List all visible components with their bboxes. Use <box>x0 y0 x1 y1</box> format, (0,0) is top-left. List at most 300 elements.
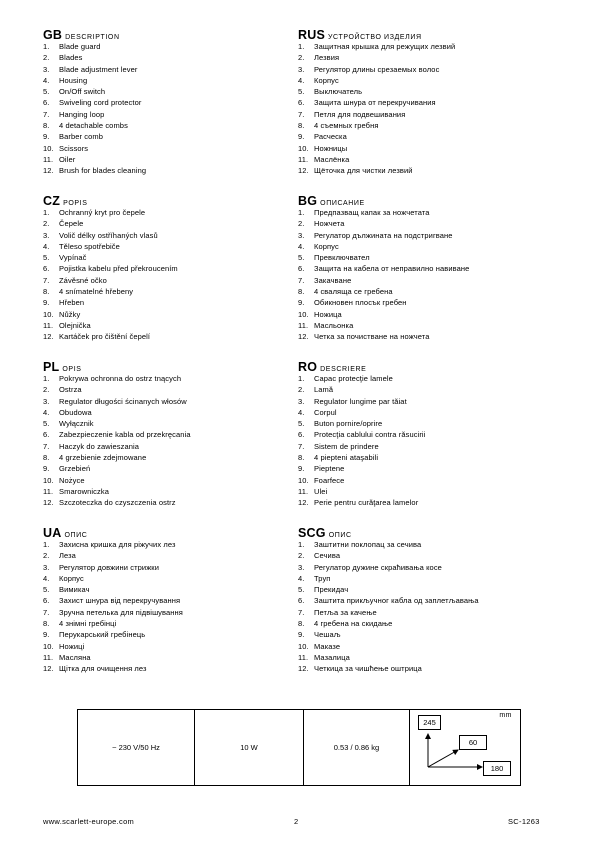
item-label: 4 snímatelné hřebeny <box>59 287 134 297</box>
item-number: 11. <box>298 320 309 330</box>
item-label: Заштита прикључног кабла од заплетљавања <box>314 596 479 606</box>
item-label: Сечива <box>314 551 341 561</box>
parts-list <box>298 207 548 343</box>
item-number: 2. <box>43 551 50 561</box>
list-item <box>43 86 293 97</box>
list-item <box>298 131 548 142</box>
list-item <box>43 562 293 573</box>
item-number: 9. <box>298 132 305 142</box>
item-number: 11. <box>298 486 309 496</box>
item-label: Olejnička <box>59 320 91 330</box>
item-number: 8. <box>298 287 305 297</box>
item-number: 11. <box>43 652 54 662</box>
item-label: Леза <box>59 551 76 561</box>
list-item <box>43 463 293 474</box>
item-label: 4 piepteni ataşabili <box>314 453 379 463</box>
section-heading <box>43 29 293 41</box>
section-cz <box>43 195 293 343</box>
item-number: 3. <box>43 64 50 74</box>
item-label: On/Off switch <box>59 87 106 97</box>
item-label: Závěsné očko <box>59 275 107 285</box>
item-number: 8. <box>298 121 305 131</box>
list-item <box>298 297 548 308</box>
language-code: PL <box>43 360 60 374</box>
item-label: Маказе <box>314 641 341 651</box>
item-number: 2. <box>43 53 50 63</box>
section-heading <box>298 29 548 41</box>
list-item <box>43 241 293 252</box>
item-number: 6. <box>43 430 50 440</box>
language-code: CZ <box>43 194 61 208</box>
item-label: Capac protecţie lamele <box>314 374 393 383</box>
item-label: Pieptene <box>314 464 345 474</box>
item-label: 4 знімні гребінці <box>59 619 117 629</box>
item-label: Corpul <box>314 407 337 417</box>
item-label: Ochranný kryt pro čepele <box>59 208 146 217</box>
item-label: Regulator lungime par tăiat <box>314 396 407 406</box>
list-item <box>43 252 293 263</box>
list-item <box>43 573 293 584</box>
item-label: Корпус <box>314 241 339 251</box>
item-label: Kartáček pro čištění čepelí <box>59 332 151 342</box>
list-item <box>43 607 293 618</box>
item-number: 5. <box>43 87 50 97</box>
item-label: Nůžky <box>59 309 81 319</box>
list-item <box>298 539 548 550</box>
dimensions-cell <box>410 710 520 785</box>
item-number: 8. <box>43 453 50 463</box>
item-label: Регулятор длины срезаемых волос <box>314 64 440 74</box>
item-label: Haczyk do zawieszania <box>59 441 140 451</box>
item-label: Зручна петелька для підвішування <box>59 607 183 617</box>
list-item <box>43 230 293 241</box>
item-number: 6. <box>43 98 50 108</box>
list-item <box>298 143 548 154</box>
item-label: Обикновен плосък гребен <box>314 298 407 308</box>
list-item <box>43 218 293 229</box>
list-item <box>43 486 293 497</box>
power-supply-cell <box>78 710 195 785</box>
list-item <box>43 429 293 440</box>
list-item <box>298 452 548 463</box>
list-item <box>298 97 548 108</box>
item-label: Корпус <box>59 573 84 583</box>
item-label: Vypínač <box>59 253 87 263</box>
item-label: Лезвия <box>314 53 340 63</box>
item-label: Мазалица <box>314 652 350 662</box>
list-item <box>298 595 548 606</box>
height-dimension: 245 <box>418 715 441 730</box>
item-number: 10. <box>298 143 309 153</box>
item-label: Перукарський гребінець <box>59 630 146 640</box>
item-number: 3. <box>43 230 50 240</box>
item-label: Brush for blades cleaning <box>59 166 147 176</box>
item-number: 1. <box>43 540 50 549</box>
list-item <box>298 320 548 331</box>
item-number: 12. <box>43 332 54 342</box>
language-code: RO <box>298 360 318 374</box>
list-item <box>298 418 548 429</box>
section-heading <box>298 195 548 207</box>
list-item <box>298 441 548 452</box>
item-number: 5. <box>298 87 305 97</box>
item-label: Zabezpieczenie kabla od przekręcania <box>59 430 191 440</box>
item-label: Sistem de prindere <box>314 441 379 451</box>
parts-list <box>43 41 293 177</box>
item-label: Щёточка для чистки лезвий <box>314 166 413 176</box>
item-number: 1. <box>298 374 305 383</box>
list-item <box>43 52 293 63</box>
list-item <box>43 584 293 595</box>
list-item <box>43 275 293 286</box>
item-label: Čepele <box>59 219 84 229</box>
item-number: 7. <box>298 607 305 617</box>
item-label: Lamă <box>314 385 334 395</box>
item-label: 4 detachable combs <box>59 121 128 131</box>
item-label: Scissors <box>59 143 89 153</box>
section-heading <box>298 361 548 373</box>
parts-list <box>298 539 548 675</box>
item-number: 9. <box>43 630 50 640</box>
list-item <box>43 109 293 120</box>
list-item <box>298 584 548 595</box>
power-supply-value: ~ 230 V/50 Hz <box>112 743 160 752</box>
item-label: Ножица <box>314 309 342 319</box>
item-label: Pojistka kabelu před překroucením <box>59 264 178 274</box>
item-number: 1. <box>298 208 305 217</box>
item-number: 5. <box>43 253 50 263</box>
item-label: Hanging loop <box>59 109 105 119</box>
list-item <box>43 373 293 384</box>
item-number: 12. <box>43 166 54 176</box>
item-number: 6. <box>298 264 305 274</box>
item-number: 9. <box>43 132 50 142</box>
list-item <box>43 475 293 486</box>
list-item <box>298 41 548 52</box>
language-code: GB <box>43 28 63 42</box>
section-heading <box>43 361 293 373</box>
power-value: 10 W <box>240 743 258 752</box>
item-label: Труп <box>314 573 331 583</box>
list-item <box>298 384 548 395</box>
item-label: Buton pornire/oprire <box>314 419 383 429</box>
list-item <box>43 418 293 429</box>
parts-list <box>43 373 293 509</box>
item-number: 1. <box>298 42 305 51</box>
item-label: Barber comb <box>59 132 104 142</box>
section-title: DESCRIPTION <box>65 34 120 41</box>
item-label: Масляна <box>59 652 91 662</box>
item-number: 10. <box>298 309 309 319</box>
item-label: 4 grzebienie zdejmowane <box>59 453 147 463</box>
item-number: 6. <box>43 596 50 606</box>
item-number: 2. <box>298 551 305 561</box>
item-number: 5. <box>43 419 50 429</box>
list-item <box>43 641 293 652</box>
list-item <box>298 497 548 508</box>
item-label: Прекидач <box>314 585 349 595</box>
list-item <box>298 629 548 640</box>
item-number: 11. <box>43 154 54 164</box>
item-number: 10. <box>43 143 54 153</box>
item-number: 3. <box>298 64 305 74</box>
list-item <box>298 52 548 63</box>
list-item <box>298 165 548 176</box>
list-item <box>43 663 293 674</box>
item-number: 3. <box>298 562 305 572</box>
list-item <box>298 309 548 320</box>
item-number: 7. <box>43 441 50 451</box>
item-number: 6. <box>298 430 305 440</box>
list-item <box>298 652 548 663</box>
item-label: Oiler <box>59 154 76 164</box>
item-number: 2. <box>43 385 50 395</box>
item-label: Превключвател <box>314 253 370 263</box>
item-number: 12. <box>298 332 309 342</box>
list-item <box>298 75 548 86</box>
item-number: 12. <box>43 664 54 674</box>
item-label: Захист шнура від перекручування <box>59 596 181 606</box>
list-item <box>298 241 548 252</box>
list-item <box>298 207 548 218</box>
list-item <box>43 550 293 561</box>
item-number: 11. <box>298 154 309 164</box>
parts-list <box>298 373 548 509</box>
item-label: Szczoteczka do czyszczenia ostrz <box>59 498 176 508</box>
item-number: 12. <box>298 664 309 674</box>
item-number: 12. <box>298 166 309 176</box>
item-number: 6. <box>298 98 305 108</box>
item-number: 9. <box>43 464 50 474</box>
item-number: 1. <box>43 374 50 383</box>
list-item <box>43 407 293 418</box>
list-item <box>298 263 548 274</box>
parts-list <box>298 41 548 177</box>
list-item <box>43 396 293 407</box>
item-number: 9. <box>298 464 305 474</box>
item-label: Volič délky ostříhaných vlasů <box>59 230 158 240</box>
item-number: 2. <box>298 53 305 63</box>
item-number: 2. <box>298 219 305 229</box>
item-label: Масльонка <box>314 320 354 330</box>
item-number: 7. <box>298 441 305 451</box>
list-item <box>43 618 293 629</box>
list-item <box>298 486 548 497</box>
language-code: UA <box>43 526 62 540</box>
list-item <box>43 595 293 606</box>
item-number: 5. <box>298 419 305 429</box>
item-label: Pokrywa ochronna do ostrz tnących <box>59 374 182 383</box>
item-label: 4 съемных гребня <box>314 121 379 131</box>
item-label: Blades <box>59 53 83 63</box>
list-item <box>298 641 548 652</box>
item-label: Ножницы <box>314 143 348 153</box>
item-label: 4 сваляща се гребена <box>314 287 393 297</box>
item-number: 3. <box>43 562 50 572</box>
item-number: 5. <box>298 253 305 263</box>
list-item <box>43 143 293 154</box>
item-number: 9. <box>298 298 305 308</box>
item-label: Регулятор довжини стрижки <box>59 562 159 572</box>
item-number: 4. <box>43 75 50 85</box>
item-number: 4. <box>43 407 50 417</box>
item-label: Blade adjustment lever <box>59 64 138 74</box>
item-label: Perie pentru curăţarea lamelor <box>314 498 419 508</box>
item-label: Swiveling cord protector <box>59 98 142 108</box>
section-title: DESCRIERE <box>320 366 367 373</box>
section-rus <box>298 29 548 177</box>
item-label: Ulei <box>314 486 328 496</box>
item-number: 10. <box>43 309 54 319</box>
weight-value: 0.53 / 0.86 kg <box>333 743 380 752</box>
list-item <box>43 120 293 131</box>
list-item <box>298 407 548 418</box>
item-label: Четка за почистване на ножчета <box>314 332 430 342</box>
item-label: Housing <box>59 75 88 85</box>
item-label: Маслёнка <box>314 154 350 164</box>
list-item <box>298 86 548 97</box>
section-title: ОПИС <box>64 532 88 539</box>
list-item <box>43 207 293 218</box>
list-item <box>43 320 293 331</box>
weight-cell <box>304 710 410 785</box>
item-number: 8. <box>43 619 50 629</box>
item-number: 10. <box>298 475 309 485</box>
item-label: Четкица за чишћење оштрица <box>314 664 422 674</box>
list-item <box>298 562 548 573</box>
item-label: Петља за качење <box>314 607 377 617</box>
list-item <box>43 263 293 274</box>
list-item <box>298 64 548 75</box>
list-item <box>43 652 293 663</box>
list-item <box>43 309 293 320</box>
list-item <box>43 154 293 165</box>
item-label: Hřeben <box>59 298 85 308</box>
item-label: Предпазващ капак за ножчетата <box>314 208 430 217</box>
list-item <box>298 607 548 618</box>
list-item <box>43 441 293 452</box>
list-item <box>298 286 548 297</box>
item-label: Regulator długości ścinanych włosów <box>59 396 187 406</box>
item-number: 8. <box>43 287 50 297</box>
item-label: Защита шнура от перекручивания <box>314 98 436 108</box>
item-number: 7. <box>43 109 50 119</box>
item-label: Регулатор дължината на подстригване <box>314 230 453 240</box>
section-heading <box>43 527 293 539</box>
item-label: Wyłącznik <box>59 419 94 429</box>
list-item <box>298 463 548 474</box>
footer-page-number: 2 <box>294 817 299 826</box>
item-label: Захисна кришка для ріжучих лез <box>59 540 176 549</box>
item-number: 1. <box>298 540 305 549</box>
item-label: Grzebień <box>59 464 91 474</box>
item-number: 3. <box>298 230 305 240</box>
item-number: 6. <box>43 264 50 274</box>
section-pl <box>43 361 293 509</box>
item-label: Регулатор дужине скраћивања косе <box>314 562 442 572</box>
item-label: Петля для подвешивания <box>314 109 406 119</box>
power-cell <box>195 710 304 785</box>
section-gb <box>43 29 293 177</box>
item-number: 4. <box>298 407 305 417</box>
item-label: Ножиці <box>59 641 85 651</box>
language-code: RUS <box>298 28 325 42</box>
item-label: Выключатель <box>314 87 363 97</box>
item-number: 12. <box>298 498 309 508</box>
item-number: 4. <box>43 573 50 583</box>
item-number: 12. <box>43 498 54 508</box>
section-title: УСТРОЙСТВО ИЗДЕЛИЯ <box>328 34 422 41</box>
parts-list <box>43 207 293 343</box>
section-bg <box>298 195 548 343</box>
item-number: 11. <box>43 320 54 330</box>
list-item <box>43 97 293 108</box>
list-item <box>43 297 293 308</box>
section-ua <box>43 527 293 675</box>
item-label: Щітка для очищення лез <box>59 664 147 674</box>
specifications-table <box>77 709 521 786</box>
item-number: 2. <box>43 219 50 229</box>
item-number: 5. <box>298 585 305 595</box>
section-title: ОПИС <box>328 532 352 539</box>
list-item <box>298 252 548 263</box>
list-item <box>43 629 293 640</box>
item-label: Ostrza <box>59 385 82 395</box>
list-item <box>43 452 293 463</box>
item-number: 4. <box>43 241 50 251</box>
item-number: 8. <box>298 453 305 463</box>
item-label: Вимикач <box>59 585 90 595</box>
footer-website: www.scarlett-europe.com <box>43 817 135 826</box>
list-item <box>298 429 548 440</box>
item-number: 1. <box>43 42 50 51</box>
list-item <box>43 131 293 142</box>
item-label: Ножчета <box>314 219 345 229</box>
item-number: 6. <box>298 596 305 606</box>
item-label: Foarfece <box>314 475 345 485</box>
item-number: 5. <box>43 585 50 595</box>
list-item <box>298 154 548 165</box>
list-item <box>298 573 548 584</box>
section-heading <box>298 527 548 539</box>
item-label: Защита на кабела от неправилно навиване <box>314 264 470 274</box>
language-code: SCG <box>298 526 326 540</box>
item-label: Чешаљ <box>314 630 341 640</box>
item-number: 11. <box>298 652 309 662</box>
section-heading <box>43 195 293 207</box>
list-item <box>43 539 293 550</box>
item-number: 9. <box>298 630 305 640</box>
list-item <box>298 663 548 674</box>
item-number: 11. <box>43 486 54 496</box>
item-label: Nożyce <box>59 475 85 485</box>
item-label: Blade guard <box>59 42 101 51</box>
list-item <box>43 286 293 297</box>
list-item <box>43 331 293 342</box>
item-number: 3. <box>43 396 50 406</box>
depth-dimension: 60 <box>459 735 487 750</box>
item-number: 2. <box>298 385 305 395</box>
item-label: Заштитни поклопац за сечива <box>314 540 422 549</box>
item-number: 3. <box>298 396 305 406</box>
list-item <box>298 275 548 286</box>
item-number: 10. <box>298 641 309 651</box>
item-number: 8. <box>298 619 305 629</box>
list-item <box>298 396 548 407</box>
item-label: Těleso spotřebiče <box>59 241 120 251</box>
item-number: 10. <box>43 641 54 651</box>
item-number: 7. <box>298 275 305 285</box>
